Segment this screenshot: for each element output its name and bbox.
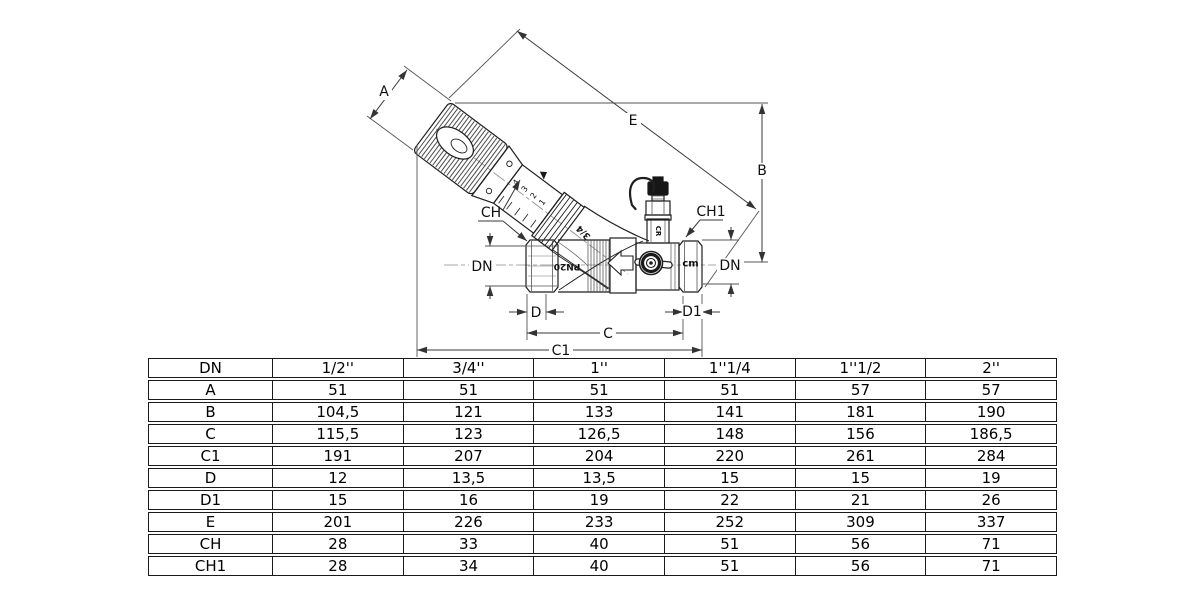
handwheel bbox=[413, 102, 509, 196]
table-cell: 115,5 bbox=[273, 424, 404, 444]
table-row bbox=[148, 512, 1057, 532]
table-cell: 13,5 bbox=[404, 468, 535, 488]
row-label: CH bbox=[148, 534, 273, 554]
table-row bbox=[148, 468, 1057, 488]
dim-label-c1: C1 bbox=[551, 343, 571, 359]
table-cell: 133 bbox=[534, 402, 665, 422]
table-cell: 309 bbox=[796, 512, 927, 532]
header-cell-dn: DN bbox=[148, 358, 273, 378]
table-cell: 337 bbox=[926, 512, 1057, 532]
table-cell: 126,5 bbox=[534, 424, 665, 444]
dim-d1 bbox=[665, 304, 720, 320]
right-union-nut bbox=[679, 241, 702, 292]
column-header: 3/4'' bbox=[404, 358, 535, 378]
column-header: 1''1/2 bbox=[796, 358, 927, 378]
table-cell: 71 bbox=[926, 556, 1057, 576]
table-cell: 12 bbox=[273, 468, 404, 488]
table-cell: 28 bbox=[273, 534, 404, 554]
table-cell: 16 bbox=[404, 490, 535, 510]
table-cell: 51 bbox=[273, 380, 404, 400]
table-cell: 51 bbox=[665, 380, 796, 400]
table-cell: 51 bbox=[534, 380, 665, 400]
table-cell: 19 bbox=[534, 490, 665, 510]
drain-cap bbox=[648, 182, 668, 195]
table-cell: 15 bbox=[273, 490, 404, 510]
dim-d bbox=[509, 305, 564, 321]
table-row bbox=[148, 402, 1057, 422]
table-cell: 33 bbox=[404, 534, 535, 554]
valve-body bbox=[413, 100, 702, 293]
dimensions bbox=[367, 29, 770, 359]
table-cell: 207 bbox=[404, 446, 535, 466]
table-cell: 181 bbox=[796, 402, 927, 422]
table-cell: 261 bbox=[796, 446, 927, 466]
dim-label-d: D bbox=[530, 305, 542, 321]
size-marking: 3/4 bbox=[574, 222, 594, 242]
table-row bbox=[148, 556, 1057, 576]
svg-text:3: 3 bbox=[519, 184, 530, 194]
dim-label-a: A bbox=[379, 84, 389, 100]
dim-label-c: C bbox=[603, 326, 613, 342]
flow-arrow-icon bbox=[608, 251, 633, 275]
body-hex-boss bbox=[588, 240, 609, 292]
row-label: CH1 bbox=[148, 556, 273, 576]
dim-label-ch1: CH1 bbox=[696, 204, 726, 220]
table-cell: 220 bbox=[665, 446, 796, 466]
column-header: 1/2'' bbox=[273, 358, 404, 378]
table-cell: 57 bbox=[926, 380, 1057, 400]
dim-label-d1: D1 bbox=[682, 304, 702, 320]
column-header: 1''1/4 bbox=[665, 358, 796, 378]
table-cell: 284 bbox=[926, 446, 1057, 466]
row-label: E bbox=[148, 512, 273, 532]
table-cell: 40 bbox=[534, 556, 665, 576]
table-header bbox=[148, 358, 1057, 378]
table-cell: 28 bbox=[273, 556, 404, 576]
column-header: 1'' bbox=[534, 358, 665, 378]
table-cell: 71 bbox=[926, 534, 1057, 554]
header-row bbox=[148, 358, 1057, 378]
table-cell: 56 bbox=[796, 534, 927, 554]
table-cell: 204 bbox=[534, 446, 665, 466]
table-cell: 123 bbox=[404, 424, 535, 444]
regulating-cartridge bbox=[413, 100, 588, 254]
table-cell: 186,5 bbox=[926, 424, 1057, 444]
row-label: C bbox=[148, 424, 273, 444]
svg-text:1: 1 bbox=[537, 197, 548, 208]
row-label: D bbox=[148, 468, 273, 488]
table-cell: 15 bbox=[665, 468, 796, 488]
table-cell: 57 bbox=[796, 380, 927, 400]
drain-marking: CR bbox=[654, 225, 662, 237]
table-cell: 51 bbox=[665, 556, 796, 576]
preset-scale bbox=[494, 165, 563, 233]
table-cell: 191 bbox=[273, 446, 404, 466]
table-cell: 190 bbox=[926, 402, 1057, 422]
pn-marking: PN20 bbox=[553, 261, 581, 271]
table-cell: 104,5 bbox=[273, 402, 404, 422]
dim-b bbox=[754, 104, 770, 262]
table-cell: 252 bbox=[665, 512, 796, 532]
table-cell: 233 bbox=[534, 512, 665, 532]
table-cell: 22 bbox=[665, 490, 796, 510]
dim-dn-left bbox=[469, 233, 496, 299]
dim-label-dn-right: DN bbox=[719, 258, 741, 274]
dim-label-e: E bbox=[628, 113, 638, 129]
table-row bbox=[148, 534, 1057, 554]
drain-valve bbox=[630, 177, 671, 243]
table-cell: 51 bbox=[665, 534, 796, 554]
table-row bbox=[148, 446, 1057, 466]
table-cell: 21 bbox=[796, 490, 927, 510]
dim-a bbox=[370, 70, 407, 119]
table-cell: 156 bbox=[796, 424, 927, 444]
table-cell: 148 bbox=[665, 424, 796, 444]
table-row bbox=[148, 490, 1057, 510]
table-cell: 51 bbox=[404, 380, 535, 400]
extension-lines bbox=[367, 29, 768, 357]
dimension-table bbox=[148, 356, 1057, 578]
table-row bbox=[148, 424, 1057, 444]
table-cell: 15 bbox=[796, 468, 927, 488]
lever-handle bbox=[638, 252, 669, 275]
row-label: D1 bbox=[148, 490, 273, 510]
svg-text:4: 4 bbox=[510, 177, 522, 188]
table-cell: 201 bbox=[273, 512, 404, 532]
dim-e bbox=[517, 31, 756, 209]
table-row bbox=[148, 380, 1057, 400]
bonnet-neck bbox=[552, 206, 649, 289]
dim-c bbox=[527, 326, 683, 342]
row-label: A bbox=[148, 380, 273, 400]
column-header: 2'' bbox=[926, 358, 1057, 378]
table-body bbox=[148, 380, 1057, 576]
table-cell: 19 bbox=[926, 468, 1057, 488]
dim-label-ch: CH bbox=[480, 205, 502, 221]
table-cell: 226 bbox=[404, 512, 535, 532]
table-cell: 141 bbox=[665, 402, 796, 422]
table-cell: 13,5 bbox=[534, 468, 665, 488]
drain-hex bbox=[646, 201, 670, 215]
dim-label-dn-left: DN bbox=[471, 259, 493, 275]
dim-ch1 bbox=[686, 204, 726, 237]
dim-label-b: B bbox=[757, 163, 767, 179]
table-cell: 26 bbox=[926, 490, 1057, 510]
table-cell: 56 bbox=[796, 556, 927, 576]
brand-marking: cm bbox=[682, 258, 699, 270]
row-label: B bbox=[148, 402, 273, 422]
table-cell: 40 bbox=[534, 534, 665, 554]
row-label: C1 bbox=[148, 446, 273, 466]
table-cell: 121 bbox=[404, 402, 535, 422]
table-cell: 34 bbox=[404, 556, 535, 576]
svg-text:2: 2 bbox=[528, 190, 539, 201]
